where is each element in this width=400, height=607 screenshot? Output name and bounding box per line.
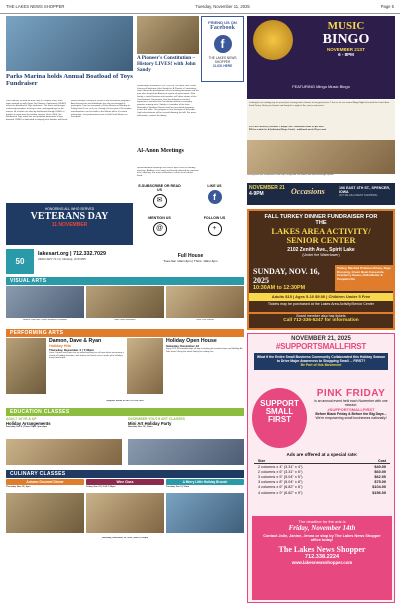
culinary-note: Saturday, November 15, 2025 | 9am-12:30pm	[101, 537, 149, 539]
culinary-photo-2	[86, 493, 164, 533]
show-subtitle: Holiday Hits	[49, 344, 71, 348]
turkey-address: 2102 Zenith Ave., Spirit Lake	[287, 246, 355, 253]
rate-size: 3 columns x 5" (5.04" x 5")	[258, 474, 303, 479]
visual-art-photo-2	[86, 286, 164, 318]
adult-class: Holiday Arrangements	[6, 421, 51, 426]
occasions-logo: Occasions	[291, 187, 325, 196]
turkey-call: Call 712-336-5247 for information	[283, 318, 359, 323]
culinary-photo-1	[6, 493, 84, 533]
turkey-menu: Turkey, Mashed Potatoes/Gravy, Sage Dressing, Green Bean Casserole, Cranberry Sauce, Rolls/Butter & Pumpkin Pie	[335, 265, 393, 291]
small-business-ad	[247, 333, 395, 603]
support-small-badge: SUPPORT SMALL FIRST	[252, 388, 307, 448]
rate-row	[254, 490, 390, 495]
bingo-featuring: FEATURING Mingo Music Bingo	[292, 84, 350, 89]
parks-marina-article: Parks Marina, located off East Lake in Okoboji, Iowa, once again teamed up with Upper Des Moines Opportunity (UDMO) to host its Boatload of Toys fundraiser. The event encourages community members to bring in new, unwrapped toys to the marina, all of which are directly distributed through UDMO to families in need over the holiday season. Since 2006, the Boatload of Toys event has accumulated thousands of toys donated. UDMO is dedicated to helping local families with basic needs through a variety of services and assistance programs. Area businesses and individuals are also encouraged to participate. Toys are accepted at Parks Marina on Monday to Friday from 8 a.m. to 5 p.m. through the first part of December, and donations can be made in the Marina office. For more information, visit parksmarina.com or find Parks Marina on Facebook.	[6, 100, 132, 121]
constitution-article: Wednesday, November 19 at 7:00 p.m. the Spirit Lake Public Library will welcome John Sandy for 'A Pioneer's Constitution.' Learn about the development of our founding document and the men who shaped the American system of government. John Sandy, a noted historian and speaker, will share stories of the Constitutional Convention, how the delegates reached agreement, and what the Constitution meant to everyday pioneers moving west. Sandy is a member of the Iowa Humanities Speakers Bureau and has presented programs across the state. This program is free and open to the public. Light refreshments will be served following the talk. For more information, contact the library.	[137, 85, 199, 117]
education-bar: EDUCATION CLASSES	[6, 408, 244, 416]
adult-class-photo	[6, 439, 122, 465]
small-biz-title: #SUPPORTSMALLFIRST	[275, 342, 367, 351]
culinary-class-1: Autumn Gourmet Dinner	[6, 479, 84, 485]
turkey-time: 10:30AM to 12:30PM	[253, 285, 306, 289]
rate-size: 4 columns x 9" (6.82" x 9")	[258, 490, 303, 495]
deadline-block: The deadline for the ads is Friday, November 14th Contact Jolie, Janine, Jenna or stop by The Lakes News Shopper office today! The Lakes News Shopper 712.338.2224 www.lakesnewsshopper.com	[252, 516, 392, 600]
turkey-price: Adults $15 | Ages 5-10 $9.00 | Children Under 5 Free	[249, 293, 393, 301]
visual-arts-gallery: Newest Lakes Art Center Members Exhibition Mark Gaun Exhibition Close Your Mouths	[6, 286, 244, 326]
rate-size: 3 columns x 8" (5.04" x 8")	[258, 480, 303, 485]
occasions-date: NOVEMBER 21	[249, 185, 285, 191]
culinary-class-1-date: Thursday, Nov 13 | 6pm	[6, 486, 31, 488]
bingo-desc: Looking for an exciting way to spend your evening and a chance to win great prizes? Join us for our annual Bingo Night to benefit the Lakes Area Food Pantry. Grab your friends and family for a night of fun, music and prizes!	[247, 100, 395, 126]
rates-cost-label: Cost	[378, 459, 386, 463]
culinary-section	[6, 479, 244, 535]
youth-class-photo	[128, 439, 244, 465]
visual-art-photo-1	[6, 286, 84, 318]
bingo-photo-strip	[247, 140, 395, 174]
follow-icon[interactable]: +	[208, 222, 222, 236]
alanon-headline: Al-Anon Meetings	[137, 148, 184, 154]
alanon-article: Spirited Al-Anon meetings are held in Spirit Lake on Monday evenings. Al-Anon is for family and friends affected by someone else's drinking. For more information, call the local contact listed.	[137, 167, 199, 178]
culinary-class-3-date: Tuesday, Dec 9 | 10am	[166, 486, 190, 488]
page-number: Page 5	[380, 4, 394, 9]
show-date: Thursday, December 4 | 7:30pm	[49, 348, 94, 352]
turkey-title: FALL TURKEY DINNER FUNDRAISER FOR THE	[264, 214, 378, 227]
facebook-like-icon[interactable]: f	[208, 190, 222, 204]
youth-class: Mini Art Holiday Party	[128, 421, 172, 426]
culinary-class-3: A Merry Little Holiday Brunch	[166, 479, 244, 485]
at-icon[interactable]: @	[153, 222, 167, 236]
culinary-photo-3	[166, 493, 244, 533]
constitution-headline: A Pioneer's Constitution – History LIVES! with John Sandy	[137, 55, 196, 73]
occasions-ad	[247, 183, 395, 205]
bingo-price: $10 PER PERSON | Includes 1 Bingo Card - additional cards $5 per card $50 for a table for 6 (Individual Bingo Cards) - additional cards $5 per card	[247, 126, 395, 140]
education-section	[6, 417, 244, 467]
rate-price: $104.00	[372, 485, 386, 490]
turkey-tickets: Tickets may be purchased at the Lakes Area Activity/Senior Center	[267, 302, 375, 306]
lakes-art-site: lakesart.org | 712.332.7029	[38, 251, 107, 257]
paper-name: THE LAKES NEWS SHOPPER	[6, 4, 65, 9]
performing-arts-bar: PERFORMING ARTS	[6, 329, 244, 337]
paper-logo: The Lakes News Shopper	[278, 545, 366, 554]
turkey-tickets2: Board member also has tickets	[296, 314, 346, 318]
open-house-title: Holiday Open House	[166, 338, 217, 344]
ad-rates-table: Ads are offered at a special rate: Size Cost 2 columns x 4" (3.31" x 4") $40.00 2 columns x 6" (3.31" x 6") $60.00 3 columns x 5" (5.04" x 5") $62.00 3 columns x 8" (5.04" x 8") $75.00 4 columns x 6" (6.82" x 6") $104.00 4 columns x 9" (6.82" x 9") $156.00	[254, 452, 390, 514]
music-bingo-ad	[247, 16, 395, 99]
visual-art-photo-3	[166, 286, 244, 318]
parks-marina-headline: Parks Marina holds Annual Boatload of Toys Fundraiser	[6, 73, 133, 88]
visual-arts-bar: VISUAL ARTS	[6, 277, 244, 285]
turkey-contact	[247, 314, 395, 330]
holiday-open-house-photo	[127, 338, 163, 394]
culinary-class-2-date: Friday, Nov 21 | 5:30-7:30pm	[86, 486, 116, 488]
small-biz-date: NOVEMBER 21, 2025	[291, 336, 351, 342]
rate-price: $60.00	[374, 469, 386, 474]
turkey-title2: LAKES AREA ACTIVITY/ SENIOR CENTER	[271, 226, 371, 245]
adult-date: Saturday, Dec 6 | 10am-12pm, 2pm-4pm	[6, 426, 48, 428]
culinary-class-2: Wine Class	[86, 479, 164, 485]
social-links: E-SUBSCRIBE OR READ US ✉ LIKE US f MENTION US @ FOLLOW US +	[137, 184, 244, 247]
trio-photo	[6, 338, 46, 394]
show-body: Dave, Damon and Ryan are an award-winning trio of Iowa talent presenting a variety of holiday favorites, with humor and heart sure to make your holidays merry and bright.	[49, 352, 124, 360]
lakes-art-address: 2300 HWY 71 N | Okoboji, IA 51355	[38, 257, 86, 261]
rate-price: $62.00	[374, 474, 386, 479]
rate-price: $156.00	[372, 490, 386, 495]
facebook-ad[interactable]: FRIEND US ON Facebook f THE LAKES NEWS SHOPPER CLICK HERE	[201, 16, 244, 82]
turkey-dinner-ad	[247, 209, 395, 314]
bingo-footer: Serving Bold Bar Sandwiches and chips along with soft drinks and adult beverage options	[247, 174, 334, 176]
lakes-art-logo: 50	[6, 249, 34, 274]
rates-size-label: Size	[258, 459, 266, 463]
john-sandy-photo	[137, 16, 199, 54]
contact-web: www.lakesnewsshopper.com	[291, 560, 353, 565]
lakes-art-header	[6, 249, 133, 274]
facebook-icon: f	[214, 35, 232, 53]
turkey-address-note: (Under the Watertower)	[302, 252, 340, 257]
email-icon[interactable]: ✉	[153, 194, 167, 208]
occasions-time: 4-9PM	[249, 191, 264, 197]
pink-friday-logo: PINK FRIDAY	[316, 388, 386, 399]
open-house-date: Saturday, December 13	[166, 344, 199, 348]
register-note: Register online or call 712-332-7029	[106, 400, 144, 402]
pink-friday-block: PINK FRIDAY is an annual event held each November with one mission: #SUPPORTSMALLFIRST Before Black Friday & Before the Big Days... We're empowering small businesses nationally!	[310, 388, 392, 448]
occasions-address: 106 EAST 4TH ST., SPENCER, IOWA	[339, 186, 390, 194]
rate-size: 2 columns x 6" (3.31" x 6")	[258, 469, 303, 474]
full-house-note: Full House Tues-Sat: 10am-5pm | Thurs: 10am-6pm	[163, 253, 218, 263]
disco-ball-icon	[253, 20, 293, 60]
culinary-bar: CULINARY CLASSES	[6, 470, 244, 478]
rate-price: $75.00	[374, 480, 386, 485]
issue-date: Tuesday, November 11, 2025	[195, 4, 250, 9]
bingo-title: MUSIC BINGO NOVEMBER 21ST 6 - 8PM	[322, 20, 370, 57]
turkey-date: SUNDAY, NOV. 16, 2025	[253, 267, 320, 285]
youth-heading: DECEMBER YOUTH ART CLASSES	[128, 417, 185, 421]
rate-size: 2 columns x 4" (3.31" x 4")	[258, 464, 303, 469]
occasions-address-note: (IN THE HILLCREST SHOPPES)	[339, 194, 378, 197]
kayak-photo	[6, 16, 133, 71]
rate-price: $40.00	[374, 464, 386, 469]
show-title: Damon, Dave & Ryan	[49, 338, 102, 344]
rate-size: 4 columns x 6" (6.82" x 6")	[258, 485, 303, 490]
performing-arts-section	[6, 338, 244, 400]
youth-date: Saturday Dec 13 | 10am	[128, 426, 153, 428]
small-biz-question: What if the Entire Small Business Community Collaborated this Holiday Season to Drive Major Awareness to Shopping Small ... FIRST? Be Part of this Movement	[254, 353, 388, 370]
contact-phone: 712.338.2224	[304, 554, 340, 560]
open-house-body: Enjoy 20% off memberships all day, including gift memberships and Holiday Art Sale items! Bring the whole family for holiday fun.	[166, 348, 243, 353]
page-header	[0, 0, 400, 14]
veterans-day-banner: HONORING ALL WHO SERVED VETERANS DAY 11 NOVEMBER	[6, 203, 133, 245]
adult-heading: ADULT 16 YR & UP	[6, 417, 37, 421]
